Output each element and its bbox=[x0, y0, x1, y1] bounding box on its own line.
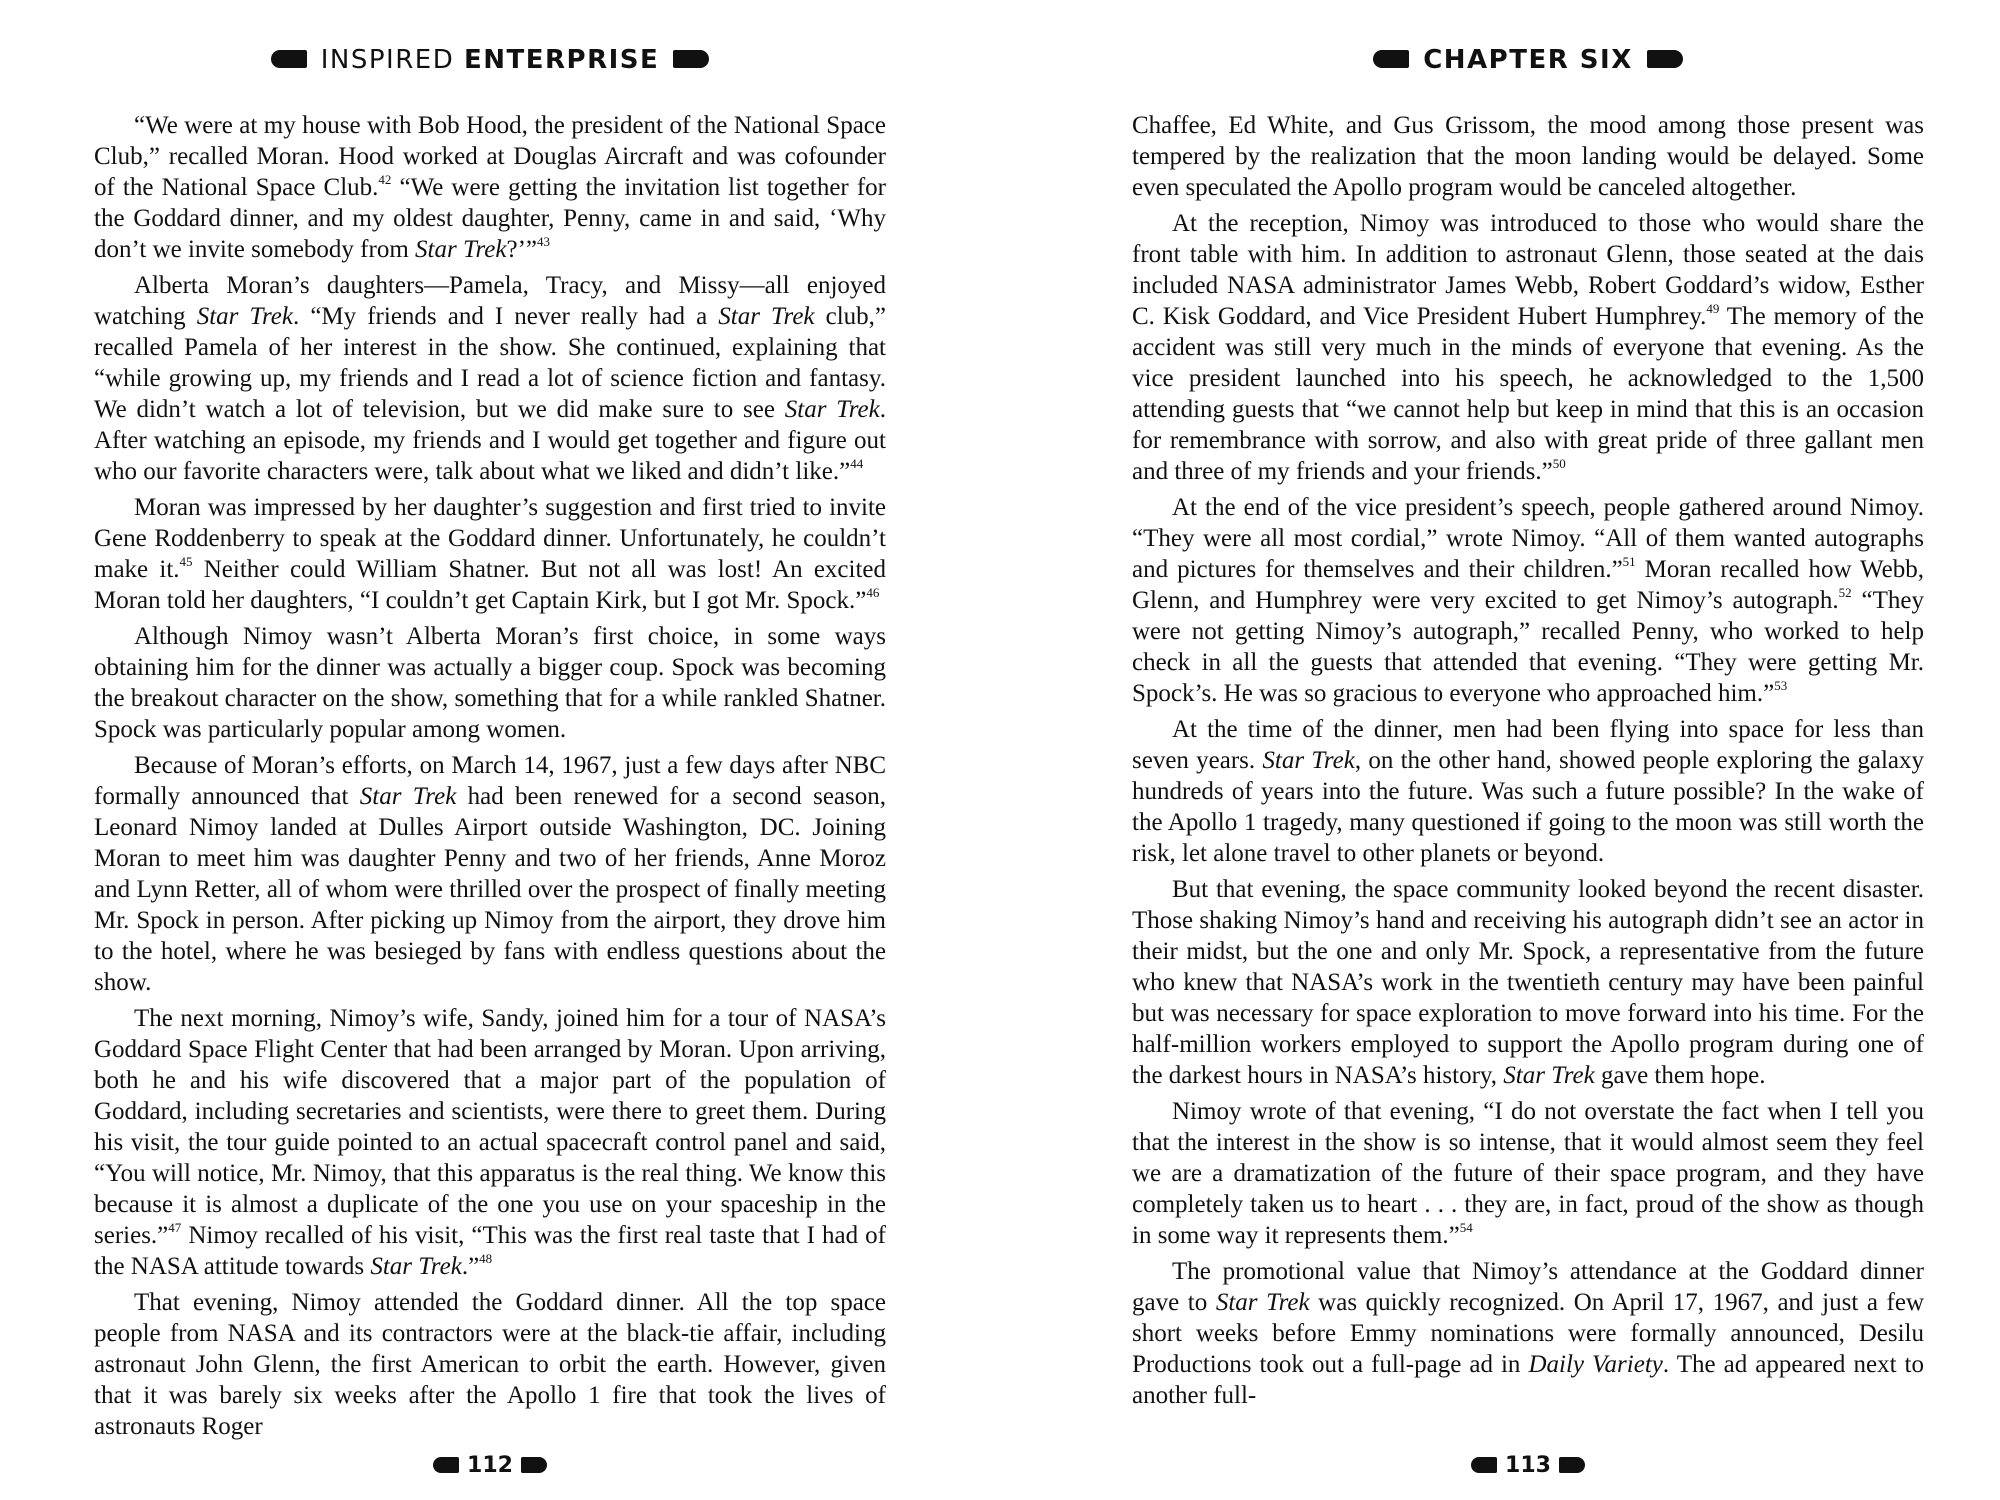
footnote-ref: 48 bbox=[479, 1250, 493, 1266]
text-run: Nimoy wrote of that evening, “I do not overstate the fact when I tell you that the interest in the show is so intense, that it would almost seem they feel we are a dramatization of the future of their space program, and they have completely taken us to heart . . . they are, in fact, proud of the show as though in some way it represents them.” bbox=[1132, 1098, 1924, 1249]
text-run: At the time of the dinner, men had been flying into space for less than seven years. bbox=[1132, 716, 1924, 774]
text-run: club,” recalled Pamela of her interest in the show. She continued, explaining that “while growing up, my friends and I read a lot of science fiction and fantasy. We didn’t watch a lot of television, but we did make sure to see bbox=[94, 303, 886, 423]
paragraph bbox=[1132, 492, 1924, 709]
paragraph bbox=[1132, 1096, 1924, 1251]
italic-title: Star Trek bbox=[1503, 1062, 1595, 1089]
paragraph bbox=[94, 270, 886, 487]
running-head-right bbox=[1132, 44, 1924, 76]
italic-title: Star Trek bbox=[370, 1253, 462, 1280]
running-head-left bbox=[94, 44, 886, 76]
italic-title: Star Trek bbox=[1262, 747, 1355, 774]
text-run: “They were not getting Nimoy’s autograph,” recalled Penny, who worked to help check in all the guests that attended that evening. “They were getting Mr. Spock’s. He was so gracious to everyone who approached him.” bbox=[1132, 587, 1925, 707]
italic-title: Star Trek bbox=[359, 783, 457, 810]
text-run: Nimoy recalled of his visit, “This was the first real taste that I had of the NASA attitude towards bbox=[94, 1222, 886, 1280]
text-run: The memory of the accident was still very much in the minds of everyone that evening. As the vice president launched into his speech, he acknowledged to the 1,500 attending guests that “we cannot help but keep in mind that this is an occasion for remembrance with sorrow, and also with great pride of three gallant men and three of my friends and your friends.” bbox=[1132, 303, 1924, 485]
text-run: Neither could William Shatner. But not all was lost! An excited Moran told her daughters, “I couldn’t get Captain Kirk, but I got Mr. Spock.” bbox=[94, 556, 886, 614]
header-tab-right bbox=[1647, 50, 1683, 68]
text-run: But that evening, the space community looked beyond the recent disaster. Those shaking Nimoy’s hand and receiving his autograph didn’t see an actor in their midst, but the one and only Mr. Spock, a representative from the future who knew that NASA’s work in the twentieth century may have been painful but was necessary for space exploration to move forward into his time. For the half-million workers employed to support the Apollo program during one of the darkest hours in NASA’s history, bbox=[1132, 876, 1924, 1089]
page-number-113: 113 bbox=[1505, 1453, 1551, 1478]
text-run: At the end of the vice president’s speech, people gathered around Nimoy. “They were all most cordial,” wrote Nimoy. “All of them wanted autographs and pictures for themselves and their children.” bbox=[1132, 494, 1924, 583]
italic-title: Star Trek bbox=[415, 236, 507, 263]
text-run: Chaffee, Ed White, and Gus Grissom, the mood among those present was tempered by the realization that the moon landing would be delayed. Some even speculated the Apollo program would be canceled altogether. bbox=[1132, 112, 1924, 201]
folio-tab-left bbox=[433, 1457, 459, 1473]
footnote-ref: 54 bbox=[1459, 1219, 1473, 1235]
text-run: Moran was impressed by her daughter’s suggestion and first tried to invite Gene Roddenberry to speak at the Goddard dinner. Unfortunately, he couldn’t make it. bbox=[94, 494, 886, 583]
left-page bbox=[94, 0, 886, 1500]
footnote-ref: 52 bbox=[1838, 584, 1852, 600]
italic-title: Star Trek bbox=[718, 303, 815, 330]
text-run: had been renewed for a second season, Leonard Nimoy landed at Dulles Airport outside Washington, DC. Joining Moran to meet him was daughter Penny and two of her friends, Anne Moroz and Lynn Retter, all of whom were thrilled over the prospect of finally meeting Mr. Spock in person. After picking up Nimoy from the airport, they drove him to the hotel, where he was besieged by fans with endless questions about the show. bbox=[94, 783, 886, 996]
folio-tab-right bbox=[521, 1457, 547, 1473]
text-run: ?’” bbox=[506, 236, 538, 263]
right-body-text bbox=[1132, 110, 1924, 1416]
text-run: Because of Moran’s efforts, on March 14, 1967, just a few days after NBC formally announced that bbox=[94, 752, 886, 810]
text-run: . The ad appeared next to another full- bbox=[1132, 1351, 1924, 1409]
header-tab-left bbox=[1373, 50, 1409, 68]
book-title-light: INSPIRED bbox=[320, 45, 455, 75]
italic-title: Star Trek bbox=[196, 303, 293, 330]
paragraph bbox=[1132, 874, 1924, 1091]
footnote-ref: 43 bbox=[537, 233, 551, 249]
paragraph bbox=[94, 492, 886, 616]
right-page bbox=[1132, 0, 1924, 1500]
paragraph bbox=[94, 621, 886, 745]
page-number-112: 112 bbox=[467, 1453, 513, 1478]
italic-title: Star Trek bbox=[784, 396, 880, 423]
book-title-bold: ENTERPRISE bbox=[463, 45, 660, 75]
paragraph bbox=[94, 110, 886, 265]
footnote-ref: 50 bbox=[1552, 455, 1566, 471]
text-run: “We were getting the invitation list together for the Goddard dinner, and my oldest daughter, Penny, came in and said, ‘Why don’t we invite somebody from bbox=[94, 174, 886, 263]
footnote-ref: 49 bbox=[1706, 300, 1720, 316]
text-run: The next morning, Nimoy’s wife, Sandy, joined him for a tour of NASA’s Goddard Space Flight Center that had been arranged by Moran. Upon arriving, both he and his wife discovered that a major part of the population of Goddard, including secretaries and scientists, were there to greet them. During his visit, the tour guide pointed to an actual spacecraft control panel and said, “You will notice, Mr. Nimoy, that this apparatus is the real thing. We know this because it is almost a duplicate of the one you use on your spaceship in the series.” bbox=[94, 1005, 886, 1249]
footnote-ref: 42 bbox=[378, 171, 392, 187]
text-run: Although Nimoy wasn’t Alberta Moran’s first choice, in some ways obtaining him for the dinner was actually a bigger coup. Spock was becoming the breakout character on the show, something that for a while rankled Shatner. Spock was particularly popular among women. bbox=[94, 623, 886, 743]
italic-title: Star Trek bbox=[1215, 1289, 1310, 1316]
footnote-ref: 46 bbox=[866, 584, 880, 600]
text-run: Moran recalled how Webb, Glenn, and Humphrey were very excited to get Nimoy’s autograph. bbox=[1132, 556, 1924, 614]
text-run: .” bbox=[461, 1253, 480, 1280]
paragraph bbox=[1132, 714, 1924, 869]
italic-title: Daily Variety bbox=[1528, 1351, 1663, 1378]
page-number-right bbox=[1132, 1452, 1924, 1480]
footnote-ref: 47 bbox=[168, 1219, 182, 1235]
text-run: was quickly recognized. On April 17, 1967, and just a few short weeks before Emmy nominations were formally announced, Desilu Productions took out a full-page ad in bbox=[1132, 1289, 1924, 1378]
footnote-ref: 44 bbox=[850, 455, 864, 471]
footnote-ref: 51 bbox=[1622, 553, 1636, 569]
text-run: Alberta Moran’s daughters—Pamela, Tracy, and Missy—all enjoyed watching bbox=[94, 272, 886, 330]
text-run: “We were at my house with Bob Hood, the president of the National Space Club,” recalled Moran. Hood worked at Douglas Aircraft and was cofounder of the National Space Club. bbox=[94, 112, 886, 201]
paragraph bbox=[1132, 208, 1924, 487]
paragraph bbox=[1132, 110, 1924, 203]
text-run: gave them hope. bbox=[1594, 1062, 1766, 1089]
text-run: That evening, Nimoy attended the Goddard dinner. All the top space people from NASA and its contractors were at the black-tie affair, including astronaut John Glenn, the first American to orbit the earth. However, given that it was barely six weeks after the Apollo 1 fire that took the lives of astronauts Roger bbox=[94, 1289, 886, 1440]
text-run: , on the other hand, showed people exploring the galaxy hundreds of years into the future. Was such a future possible? In the wake of the Apollo 1 tragedy, many questioned if going to the moon was still worth the risk, let alone travel to other planets or beyond. bbox=[1132, 747, 1924, 867]
footnote-ref: 53 bbox=[1774, 677, 1788, 693]
text-run: . After watching an episode, my friends and I would get together and figure out who our favorite characters were, talk about what we liked and didn’t like.” bbox=[94, 396, 886, 485]
header-tab-left bbox=[271, 50, 307, 68]
folio-tab-right bbox=[1559, 1457, 1585, 1473]
folio-tab-left bbox=[1471, 1457, 1497, 1473]
text-run: At the reception, Nimoy was introduced to those who would share the front table with him. In addition to astronaut Glenn, those seated at the dais included NASA administrator James Webb, Robert Goddard’s widow, Esther C. Kisk Goddard, and Vice President Hubert Humphrey. bbox=[1132, 210, 1924, 330]
left-body-text bbox=[94, 110, 886, 1447]
paragraph bbox=[1132, 1256, 1924, 1411]
paragraph bbox=[94, 1287, 886, 1442]
text-run: The promotional value that Nimoy’s attendance at the Goddard dinner gave to bbox=[1132, 1258, 1924, 1316]
text-run: . “My friends and I never really had a bbox=[293, 303, 719, 330]
page-number-left bbox=[94, 1452, 886, 1480]
chapter-title: CHAPTER SIX bbox=[1423, 45, 1633, 75]
header-tab-right bbox=[673, 50, 709, 68]
footnote-ref: 45 bbox=[179, 553, 193, 569]
paragraph bbox=[94, 1003, 886, 1282]
paragraph bbox=[94, 750, 886, 998]
